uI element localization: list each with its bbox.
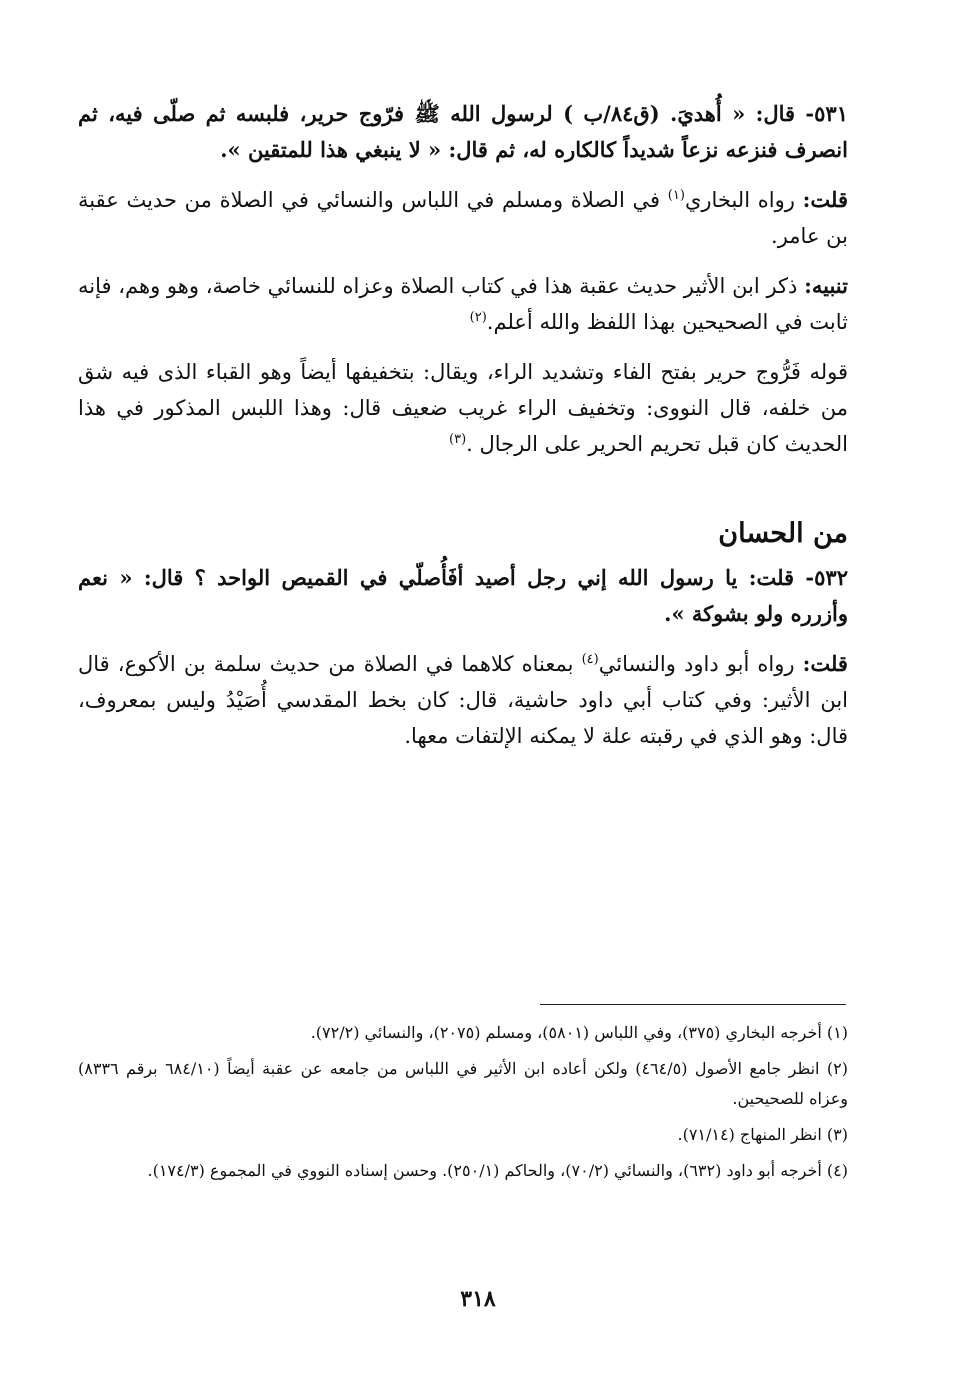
footnote-divider	[540, 1004, 846, 1005]
tanbih-text: ذكر ابن الأثير حديث عقبة هذا في كتاب الصلاة وعزاه للنسائي خاصة، وهو وهم، فإنه ثابت في الصحيحين بهذا اللفظ والله أعلم.	[78, 274, 848, 334]
footnotes	[78, 1018, 848, 1192]
footnote-2: (٢) انظر جامع الأصول (٤٦٤/٥) ولكن أعاده ابن الأثير في اللباس من جامعه عن عقبة أيضاً (٦٨٤/١٠ برقم ٨٣٣٦) وعزاه للصحيحين.	[78, 1059, 849, 1108]
explanation-text: قوله فَرُّوج حرير بفتح الفاء وتشديد الراء، ويقال: بتخفيفها أيضاً وهو القباء الذى فيه شق من خلفه، قال النووى: وتخفيف الراء غريب ضعيف قال: وهذا اللبس المذكور في هذا الحديث كان قبل تحريم الحرير على الرجال .	[78, 360, 848, 456]
tanbih-note	[78, 268, 848, 340]
hadith-531-text: ٥٣١- قال: « أُهديَ. (ق٨٤/ب ) لرسول الله ﷺ فرّوج حرير، فلبسه ثم صلّى فيه، ثم انصرف فنزعه نزعاً شديداً كالكاره له، ثم قال: « لا ينبغي هذا للمتقين ».	[78, 101, 848, 162]
qultu-label-2: قلت:	[802, 651, 848, 676]
commentary-531-text-b: في الصلاة ومسلم في اللباس والنسائي في الصلاة من حديث عقبة بن عامر.	[78, 188, 848, 248]
page-number: ٣١٨	[460, 1286, 496, 1312]
footnote-ref-1[interactable]: (١)	[667, 188, 685, 203]
qultu-label: قلت:	[802, 187, 848, 212]
commentary-531-text-a: رواه البخاري	[684, 188, 795, 212]
page-body	[78, 96, 848, 768]
footnote-3: (٣) انظر المنهاج (٧١/١٤).	[677, 1125, 848, 1144]
commentary-532-text-b: بمعناه كلاهما في الصلاة من حديث سلمة بن الأكوع، قال ابن الأثير: وفي كتاب أبي داود حاشية، قال: كان بخط المقدسي أُصَيْدُ وليس بمعروف، قال: وهو الذي في رقبته علة لا يمكنه الإلتفات معها.	[78, 652, 848, 748]
section-heading: من الحسان	[718, 518, 848, 549]
footnote-4: (٤) أخرجه أبو داود (٦٣٢)، والنسائي (٧٠/٢)، والحاكم (٢٥٠/١). وحسن إسناده النووي في المجموع (١٧٤/٣).	[147, 1161, 848, 1180]
hadith-532-text: ٥٣٢- قلت: يا رسول الله إني رجل أصيد أفَأُصلّي في القميص الواحد ؟ قال: « نعم وأزرره ولو بشوكة ».	[78, 565, 848, 626]
tanbih-label: تنبيه:	[804, 273, 848, 298]
footnote-ref-3[interactable]: (٣)	[449, 432, 467, 447]
explanation-paragraph	[78, 354, 848, 462]
footnote-1: (١) أخرجه البخاري (٣٧٥)، وفي اللباس (٥٨٠١)، ومسلم (٢٠٧٥)، والنسائي (٧٢/٢).	[310, 1023, 848, 1042]
hadith-531	[78, 96, 848, 168]
footnote-ref-2[interactable]: (٢)	[469, 310, 487, 325]
hadith-532	[78, 560, 848, 632]
footnote-ref-4[interactable]: (٤)	[581, 652, 599, 667]
commentary-531	[78, 182, 848, 254]
commentary-532	[78, 646, 848, 754]
commentary-532-text-a: رواه أبو داود والنسائي	[598, 652, 795, 676]
